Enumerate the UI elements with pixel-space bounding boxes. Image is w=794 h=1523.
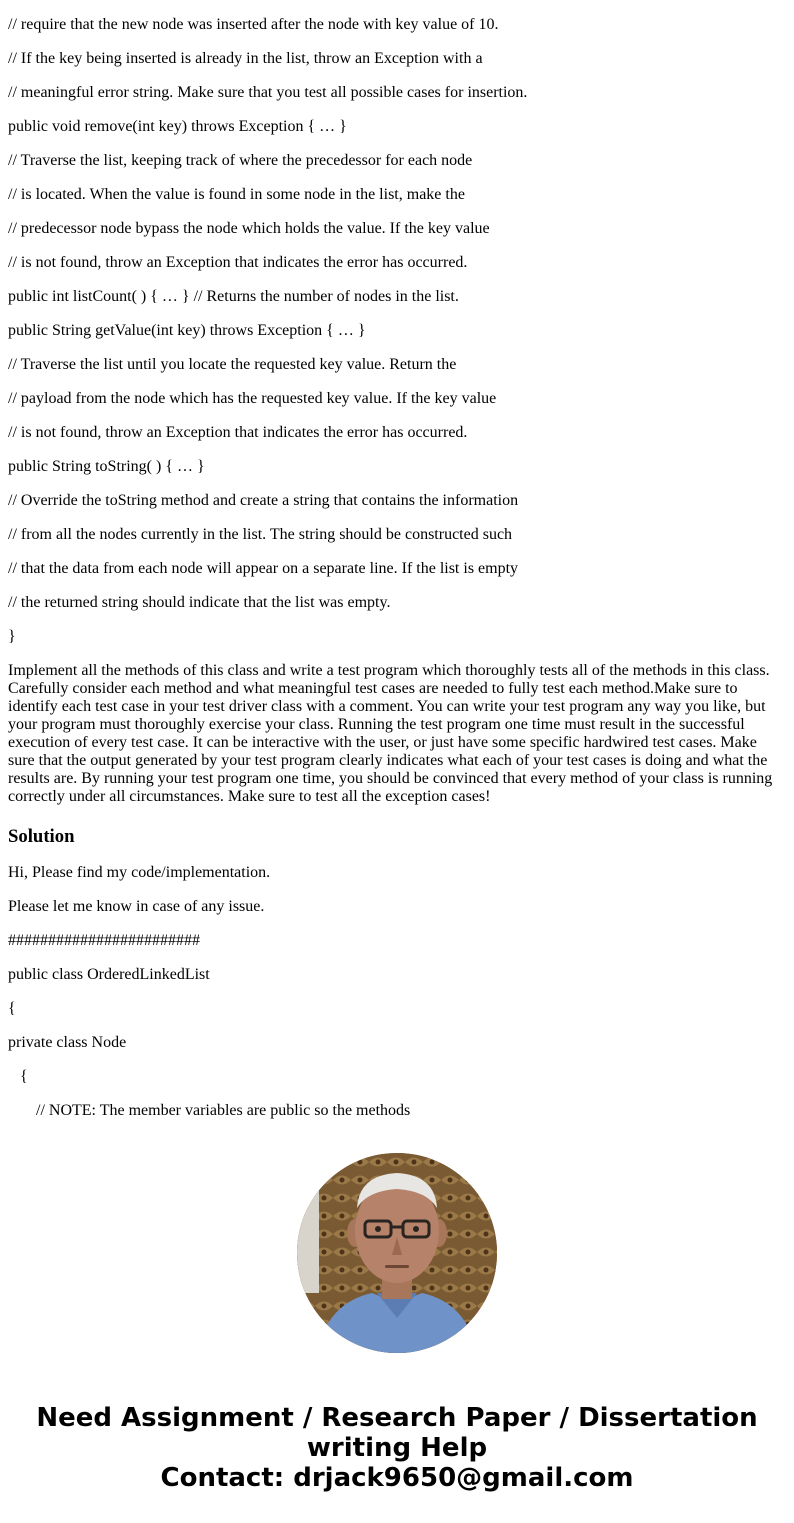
solution-line: private class Node [8, 1034, 127, 1051]
question-line: public int listCount( ) { … } // Returns the number of nodes in the list. [8, 288, 459, 305]
question-line: // Traverse the list until you locate the requested key value. Return the [8, 356, 457, 373]
question-code-block [8, 0, 778, 646]
question-line: // the returned string should indicate that the list was empty. [8, 594, 391, 611]
question-line: // Traverse the list, keeping track of where the precedessor for each node [8, 152, 473, 169]
solution-line: // NOTE: The member variables are public so the methods [8, 1102, 411, 1119]
question-line: // is not found, throw an Exception that indicates the error has occurred. [8, 424, 468, 441]
promo-contact[interactable]: Contact: drjack9650@gmail.com [160, 1463, 634, 1493]
promo-banner [0, 1122, 794, 1523]
question-line: // from all the nodes currently in the list. The string should be constructed such [8, 526, 513, 543]
question-line: // is not found, throw an Exception that indicates the error has occurred. [8, 254, 468, 271]
promo-line-1: Need Assignment / Research Paper / Dissertation [36, 1403, 758, 1433]
solution-line: ######################## [8, 932, 200, 949]
promo-line-2: writing Help [306, 1433, 488, 1463]
author-avatar [297, 1153, 497, 1353]
question-line: // Override the toString method and create a string that contains the information [8, 492, 519, 509]
question-line: // predecessor node bypass the node which holds the value. If the key value [8, 220, 490, 237]
solution-line: public class OrderedLinkedList [8, 966, 210, 983]
document-content [8, 0, 778, 1122]
question-line: public String getValue(int key) throws Exception { … } [8, 322, 366, 339]
question-line: // is located. When the value is found in some node in the list, make the [8, 186, 465, 203]
question-line: // that the data from each node will appear on a separate line. If the list is empty [8, 560, 519, 577]
question-line: // require that the new node was inserted after the node with key value of 10. [8, 16, 499, 33]
question-line: // meaningful error string. Make sure that you test all possible cases for insertion. [8, 84, 528, 101]
solution-line: Hi, Please find my code/implementation. [8, 864, 271, 881]
instructions-paragraph: Implement all the methods of this class and write a test program which thoroughly tests all of the methods in this class. Carefully consider each method and what meaningful test cases are needed to fully test each method.Make sure to identify each test case in your test driver class with a comment. You can write your test program any way you like, but your program must thoroughly exercise your class. Running the test program one time must result in the successful execution of every test case. It can be interactive with the user, or just have some specific hardwired test cases. Make sure that the output generated by your test program clearly indicates what each of your test cases is doing and what the results are. By running your test program one time, you should be convinced that every method of your class is running correctly under all circumstances. Make sure to test all the exception cases! [8, 662, 773, 805]
question-line: // payload from the node which has the requested key value. If the key value [8, 390, 497, 407]
solution-line: { [8, 1000, 16, 1017]
promo-text [0, 1403, 794, 1493]
solution-line: Please let me know in case of any issue. [8, 898, 265, 915]
question-line: } [8, 628, 16, 645]
solution-line: { [8, 1068, 28, 1085]
question-line: public void remove(int key) throws Exception { … } [8, 118, 347, 135]
question-line: // If the key being inserted is already in the list, throw an Exception with a [8, 50, 483, 67]
solution-heading: Solution [8, 826, 75, 847]
question-line: public String toString( ) { … } [8, 458, 205, 475]
solution-code-block [8, 864, 778, 1120]
